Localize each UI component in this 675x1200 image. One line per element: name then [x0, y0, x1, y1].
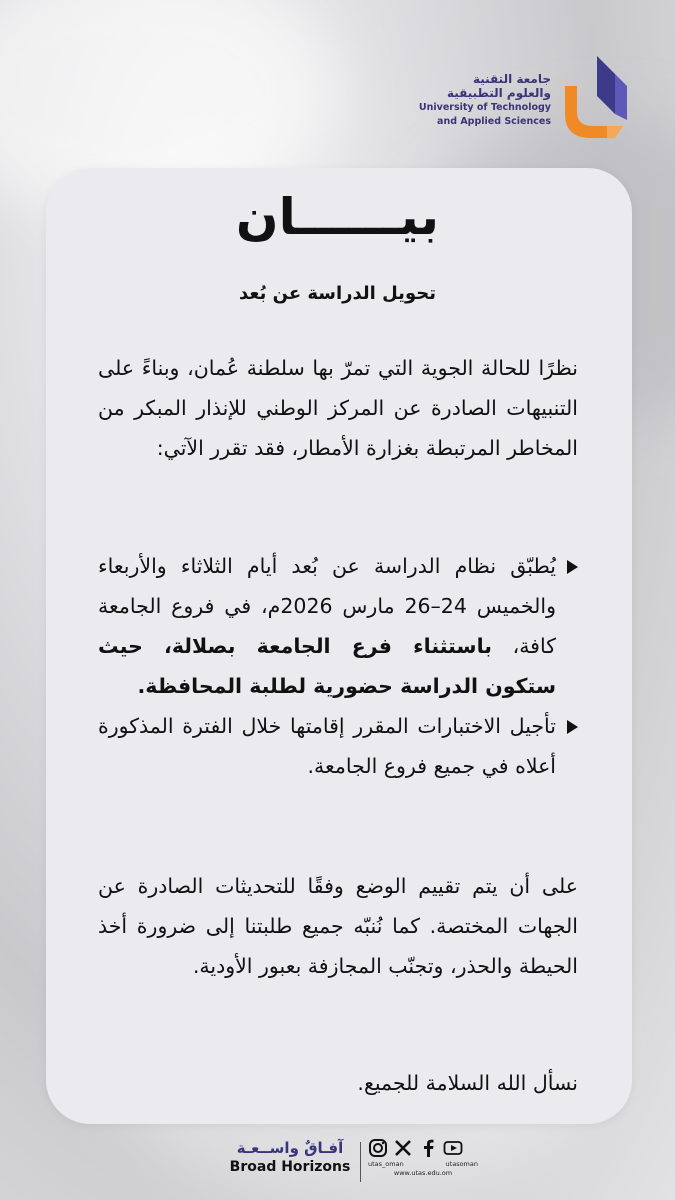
decision-exception-text: باستثناء فرع الجامعة بصلالة، حيث ستكون الدراسة حضورية لطلبة المحافظة.: [98, 634, 556, 698]
logo-name-en-1: University of Technology: [418, 102, 551, 113]
bullet-arrow-icon: [567, 720, 578, 734]
logo-mark-icon: [563, 56, 629, 140]
decision-list: [98, 546, 578, 786]
statement-intro: نظرًا للحالة الجوية التي تمرّ بها سلطنة عُمان، وبناءً على التنبيهات الصادرة عن المركز الوطني للإنذار المبكر من المخاطر المرتبطة بغزارة الأمطار، فقد تقرر الآتي:: [98, 356, 578, 460]
website-link[interactable]: www.utas.edu.om: [393, 1169, 453, 1177]
decision-text: يُطبّق نظام الدراسة عن بُعد أيام الثلاثاء والأربعاء والخميس 24–26 مارس 2026م، في فروع الجامعة كافة،: [98, 554, 556, 658]
brand-slogan-ar: آفـاقٌ واســعـة: [236, 1139, 344, 1157]
statement-note: على أن يتم تقييم الوضع وفقًا للتحديثات الصادرة عن الجهات المختصة. كما نُنبّه جميع طلبتنا إلى ضرورة أخذ الحيطة والحذر، وتجنّب المجازفة بعبور الأودية.: [98, 874, 578, 978]
logo-name-ar-1: جامعة التقنية: [472, 72, 551, 86]
social-handle-2[interactable]: utasoman: [445, 1160, 478, 1168]
youtube-icon[interactable]: [443, 1138, 463, 1158]
decision-item-remote-study: [98, 546, 578, 706]
statement-closing: نسأل الله السلامة للجميع.: [357, 1071, 578, 1095]
footer-divider: [360, 1142, 361, 1182]
footer: [0, 1138, 675, 1190]
logo-name-en-2: and Applied Sciences: [437, 116, 551, 127]
statement-title: بيــــــان: [235, 188, 440, 246]
statement-subtitle: تحويل الدراسة عن بُعد: [239, 283, 436, 304]
social-links: [368, 1138, 488, 1177]
social-handle-1[interactable]: utas_oman: [368, 1160, 404, 1168]
brand-slogan: [228, 1138, 352, 1176]
university-logo: [409, 52, 629, 142]
facebook-icon[interactable]: [418, 1138, 438, 1158]
brand-slogan-en: Broad Horizons: [229, 1159, 351, 1175]
x-icon[interactable]: [393, 1138, 413, 1158]
logo-text: [411, 72, 551, 128]
instagram-icon[interactable]: [368, 1138, 388, 1158]
logo-name-ar-2: والعلوم التطبيقية: [446, 86, 551, 100]
bullet-arrow-icon: [567, 560, 578, 574]
decision-text: تأجيل الاختبارات المقرر إقامتها خلال الفترة المذكورة أعلاه في جميع فروع الجامعة.: [98, 714, 556, 778]
decision-item-exams-postponed: [98, 706, 578, 786]
